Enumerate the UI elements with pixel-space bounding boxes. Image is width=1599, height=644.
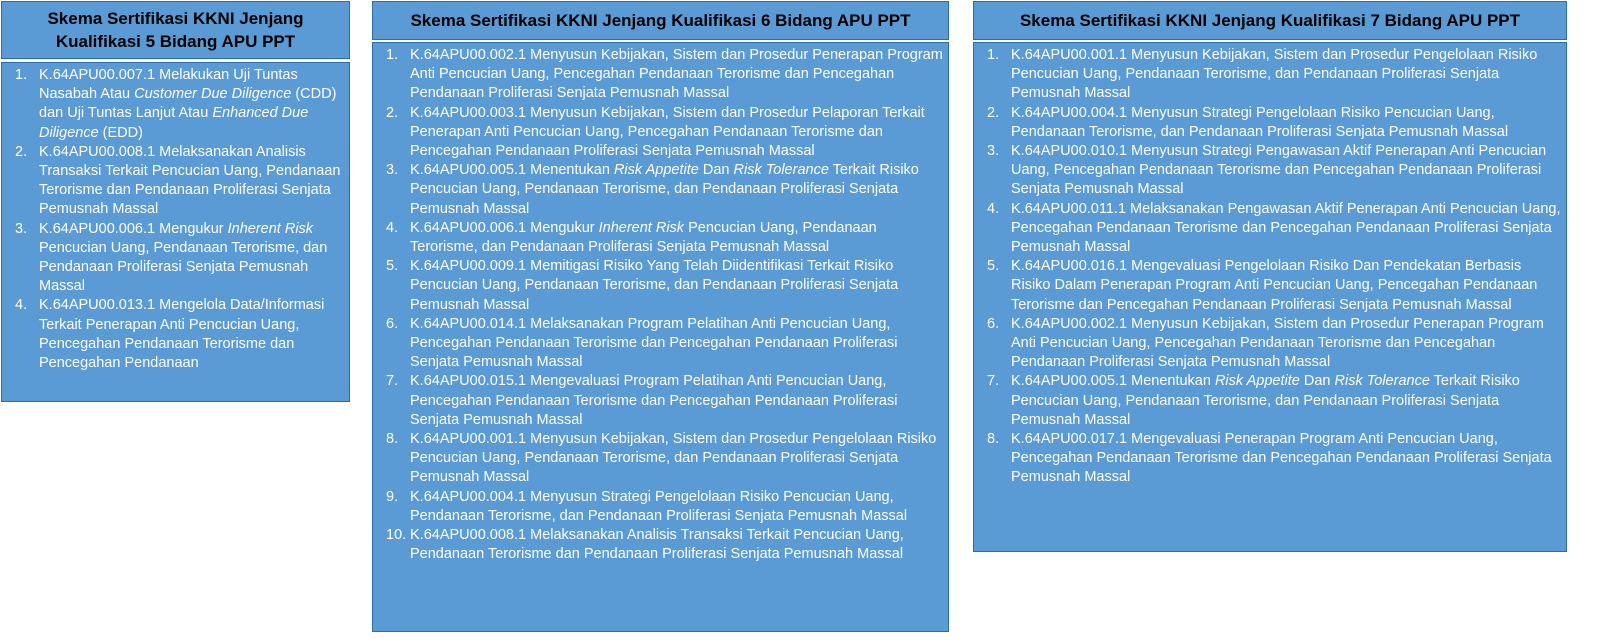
list-item: 3. K.64APU00.006.1 Mengukur Inherent Risk Pencucian Uang, Pendanaan Terorisme, dan Pendanaan Proliferasi Senjata Pemusnah Massal bbox=[15, 220, 328, 295]
list-item: 5. K.64APU00.009.1 Memitigasi Risiko Yang Telah Diidentifikasi Terkait Risiko Pencucian Uang, Pendanaan Terorisme, dan Pendanaan Proliferasi Senjata Pemusnah Massal bbox=[386, 258, 899, 313]
list-item: 4. K.64APU00.013.1 Mengelola Data/Informasi Terkait Penerapan Anti Pencucian Uang, Pencegahan Pendanaan Terorisme dan Pencegahan Pendanaan bbox=[15, 297, 325, 372]
list-item: 5. K.64APU00.016.1 Mengevaluasi Pengelolaan Risiko Dan Pendekatan Berbasis Risiko Dalam Penerapan Program Anti Pencucian Uang, Pencegahan Pendanaan Terorisme dan Pencegahan Pendanaan Proliferasi Senjata Pemusnah Massal bbox=[987, 258, 1538, 313]
list-item: 3. K.64APU00.010.1 Menyusun Strategi Pengawasan Aktif Penerapan Anti Pencucian Uang, Pencegahan Pendanaan Terorisme dan Pencegahan Pendanaan Proliferasi Senjata Pemusnah Massal bbox=[987, 143, 1547, 198]
list-item: 3. K.64APU00.005.1 Menentukan Risk Appetite Dan Risk Tolerance Terkait Risiko Pencucian Uang, Pendanaan Terorisme, dan Pendanaan Proliferasi Senjata Pemusnah Massal bbox=[386, 162, 919, 217]
list-item: 1. K.64APU00.007.1 Melakukan Uji Tuntas Nasabah Atau Customer Due Diligence (CDD) dan Uji Tuntas Lanjut Atau Enhanced Due Diligence (EDD) bbox=[15, 67, 337, 141]
list-item: 4. K.64APU00.011.1 Melaksanakan Pengawasan Aktif Penerapan Anti Pencucian Uang, Pencegahan Pendanaan Terorisme dan Pencegahan Pendanaan Proliferasi Senjata Pemusnah Massal bbox=[987, 200, 1561, 256]
level-6-unit-list bbox=[372, 42, 949, 632]
list-item: 6. K.64APU00.002.1 Menyusun Kebijakan, Sistem dan Prosedur Penerapan Program Anti Pencucian Uang, Pencegahan Pendanaan Terorisme dan Pencegahan Pendanaan Proliferasi Senjata Pemusnah Massal bbox=[987, 315, 1544, 371]
level-6-header bbox=[372, 1, 949, 40]
list-item: 8. K.64APU00.001.1 Menyusun Kebijakan, Sistem dan Prosedur Pengelolaan Risiko Pencucian Uang, Pendanaan Terorisme, dan Pendanaan Proliferasi Senjata Pemusnah Massal bbox=[386, 431, 937, 486]
list-item: 7. K.64APU00.015.1 Mengevaluasi Program Pelatihan Anti Pencucian Uang, Pencegahan Pendanaan Terorisme dan Pencegahan Pendanaan Proliferasi Senjata Pemusnah Massal bbox=[386, 373, 898, 428]
list-item: 2. K.64APU00.004.1 Menyusun Strategi Pengelolaan Risiko Pencucian Uang, Pendanaan Terorisme, dan Pendanaan Proliferasi Senjata Pemusnah Massal bbox=[987, 104, 1509, 140]
level-5-unit-list bbox=[1, 62, 350, 402]
list-item: 2. K.64APU00.003.1 Menyusun Kebijakan, Sistem dan Prosedur Pelaporan Terkait Penerapan Anti Pencucian Uang, Pencegahan Pendanaan Terorisme dan Pencegahan Pendanaan Proliferasi Senjata Pemusnah Massal bbox=[386, 104, 925, 160]
list-item: 10. K.64APU00.008.1 Melaksanakan Analisis Transaksi Terkait Pencucian Uang, Pendanaan Terorisme dan Pendanaan Proliferasi Senjata Pemusnah Massal bbox=[386, 527, 904, 563]
list-item: 1. K.64APU00.001.1 Menyusun Kebijakan, Sistem dan Prosedur Pengelolaan Risiko Pencucian Uang, Pendanaan Terorisme, dan Pendanaan Proliferasi Senjata Pemusnah Massal bbox=[987, 47, 1538, 102]
level-7-header bbox=[973, 1, 1567, 40]
list-item: 4. K.64APU00.006.1 Mengukur Inherent Risk Pencucian Uang, Pendanaan Terorisme, dan Pendanaan Proliferasi Senjata Pemusnah Massal bbox=[386, 219, 877, 256]
level-7-title: Skema Sertifikasi KKNI Jenjang Kualifikasi 7 Bidang APU PPT bbox=[1019, 11, 1521, 30]
level-7-unit-list bbox=[973, 42, 1567, 552]
list-item: 2. K.64APU00.008.1 Melaksanakan Analisis Transaksi Terkait Pencucian Uang, Pendanaan Terorisme dan Pendanaan Proliferasi Senjata Pemusnah Massal bbox=[15, 143, 341, 218]
list-item: 1. K.64APU00.002.1 Menyusun Kebijakan, Sistem dan Prosedur Penerapan Program Anti Pencucian Uang, Pencegahan Pendanaan Terorisme dan Pencegahan Pendanaan Proliferasi Senjata Pemusnah Massal bbox=[386, 47, 943, 102]
list-item: 8. K.64APU00.017.1 Mengevaluasi Penerapan Program Anti Pencucian Uang, Pencegahan Pendanaan Terorisme dan Pencegahan Pendanaan Proliferasi Senjata Pemusnah Massal bbox=[987, 431, 1552, 486]
level-5-header bbox=[1, 1, 350, 59]
level-6-title: Skema Sertifikasi KKNI Jenjang Kualifikasi 6 Bidang APU PPT bbox=[410, 11, 911, 30]
list-item: 9. K.64APU00.004.1 Menyusun Strategi Pengelolaan Risiko Pencucian Uang, Pendanaan Terorisme, dan Pendanaan Proliferasi Senjata Pemusnah Massal bbox=[386, 488, 908, 524]
list-item: 6. K.64APU00.014.1 Melaksanakan Program Pelatihan Anti Pencucian Uang, Pencegahan Pendanaan Terorisme dan Pencegahan Pendanaan Proliferasi Senjata Pemusnah Massal bbox=[386, 315, 898, 371]
list-item: 7. K.64APU00.005.1 Menentukan Risk Appetite Dan Risk Tolerance Terkait Risiko Pencucian Uang, Pendanaan Terorisme, dan Pendanaan Proliferasi Senjata Pemusnah Massal bbox=[987, 373, 1520, 428]
level-5-title: Skema Sertifikasi KKNI Jenjang Kualifikasi 5 Bidang APU PPT bbox=[47, 9, 304, 51]
